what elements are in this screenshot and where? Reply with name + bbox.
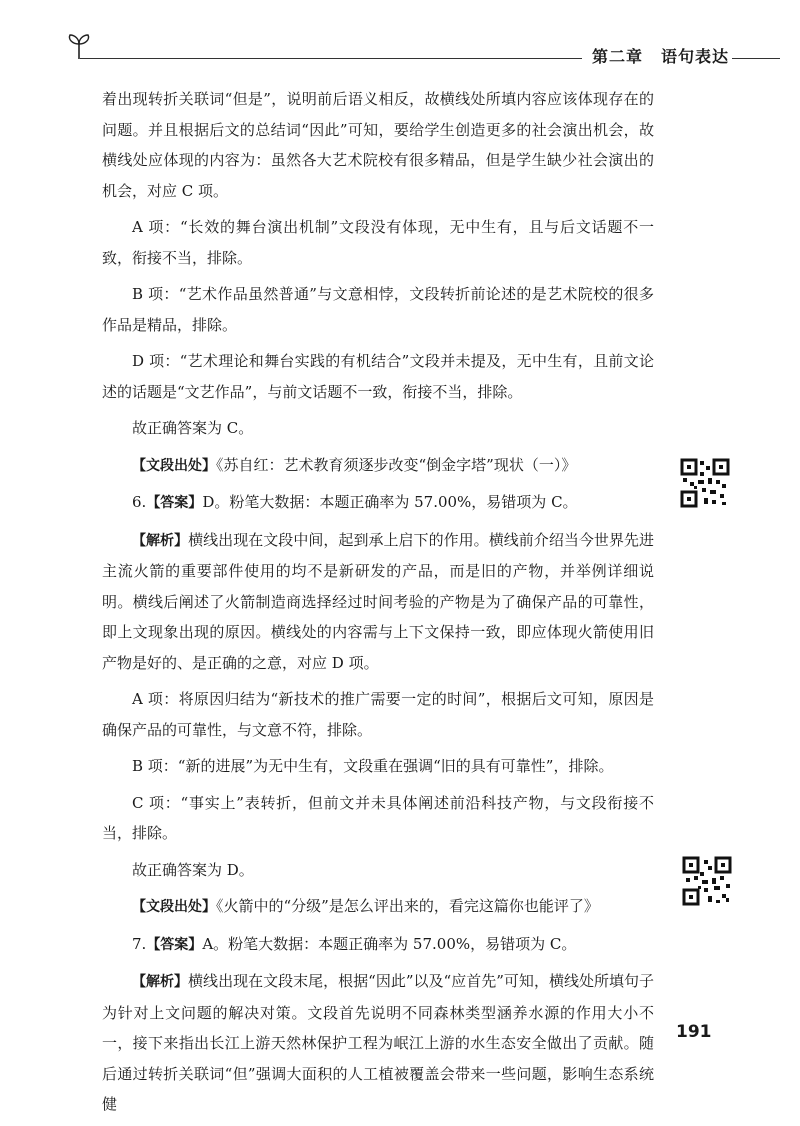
answer-tag: 【答案】 — [146, 936, 203, 953]
paragraph-q6-option-a: A 项：将原因归结为“新技术的推广需要一定的时间”，根据后文可知，原因是确保产品的可靠性，与文意不符，排除。 — [102, 690, 654, 739]
sprout-icon — [64, 32, 94, 60]
paragraph-option-a: A 项：“长效的舞台演出机制”文段没有体现，无中生有，且与后文话题不一致，衔接不当，排除。 — [102, 218, 654, 267]
source-tag: 【文段出处】 — [132, 457, 216, 474]
paragraph-q6-analysis: 【解析】横线出现在文段中间，起到承上启下的作用。横线前介绍当今世界先进主流火箭的重要部件使用的均不是新研发的产品，而是旧的产物，并举例详细说明。横线后阐述了火箭制造商选择经过时间考验的产物是为了确保产品的可靠性，即上文现象出现的原因。横线处的内容需与上下文保持一致，即应体现火箭使用旧产物是好的、是正确的之意，对应 D 项。 — [102, 530, 654, 672]
header-rule-left — [80, 58, 582, 59]
chapter-title: 语句表达 — [661, 47, 730, 66]
chapter-heading — [592, 44, 729, 67]
source-tag: 【文段出处】 — [132, 899, 216, 915]
answer-tag: 【答案】 — [146, 495, 203, 511]
analysis-tag: 【解析】 — [132, 974, 189, 990]
page-body — [102, 84, 654, 1126]
paragraph-answer: 故正确答案为 C。 — [132, 419, 254, 437]
page-header — [0, 0, 800, 80]
paragraph-q6-option-b: B 项：“新的进展”为无中生有，文段重在强调“旧的具有可靠性”，排除。 — [132, 757, 614, 775]
analysis-tag: 【解析】 — [132, 532, 189, 549]
qr-code-icon[interactable] — [680, 458, 730, 508]
question-number: 7. — [132, 934, 147, 953]
paragraph-source: 【文段出处】《苏自红：艺术教育须逐步改变“倒金字塔”现状（一）》 — [132, 455, 577, 474]
chapter-number: 第二章 — [592, 47, 644, 66]
paragraph-option-b: B 项：“艺术作品虽然普通”与文意相悖，文段转折前论述的是艺术院校的很多作品是精品，排除。 — [102, 285, 654, 334]
page-number: 191 — [676, 1022, 712, 1042]
header-rule-right — [732, 58, 780, 59]
paragraph-q7-analysis: 【解析】横线出现在文段末尾，根据“因此”以及“应首先”可知，横线处所填句子为针对上文问题的解决对策。文段首先说明不同森林类型涵养水源的作用大小不一，接下来指出长江上游天然林保护工程为岷江上游的水生态安全做出了贡献。随后通过转折关联词“但”强调大面积的人工植被覆盖会带来一些问题，影响生态系统健 — [102, 972, 655, 1113]
paragraph-q7-answer: 7.【答案】A。粉笔大数据：本题正确率为 57.00%，易错项为 C。 — [132, 934, 577, 953]
paragraph-continuation: 着出现转折关联词“但是”，说明前后语义相反，故横线处所填内容应该体现存在的问题。并且根据后文的总结词“因此”可知，要给学生创造更多的社会演出机会，故横线处应体现的内容为：虽然各大艺术院校有很多精品，但是学生缺少社会演出的机会，对应 C 项。 — [102, 90, 654, 200]
paragraph-option-d: D 项：“艺术理论和舞台实践的有机结合”文段并未提及，无中生有，且前文论述的话题是“文艺作品”，与前文话题不一致，衔接不当，排除。 — [102, 352, 654, 401]
question-number: 6. — [132, 493, 147, 511]
qr-code-icon[interactable] — [682, 856, 732, 906]
paragraph-q6-answer-d: 故正确答案为 D。 — [132, 860, 254, 879]
paragraph-q6-option-c: C 项：“事实上”表转折，但前文并未具体阐述前沿科技产物，与文段衔接不当，排除。 — [102, 793, 654, 842]
paragraph-q6-answer: 6.【答案】D。粉笔大数据：本题正确率为 57.00%，易错项为 C。 — [132, 493, 578, 511]
paragraph-q6-source: 【文段出处】《火箭中的“分级”是怎么评出来的，看完这篇你也能评了》 — [132, 897, 599, 915]
